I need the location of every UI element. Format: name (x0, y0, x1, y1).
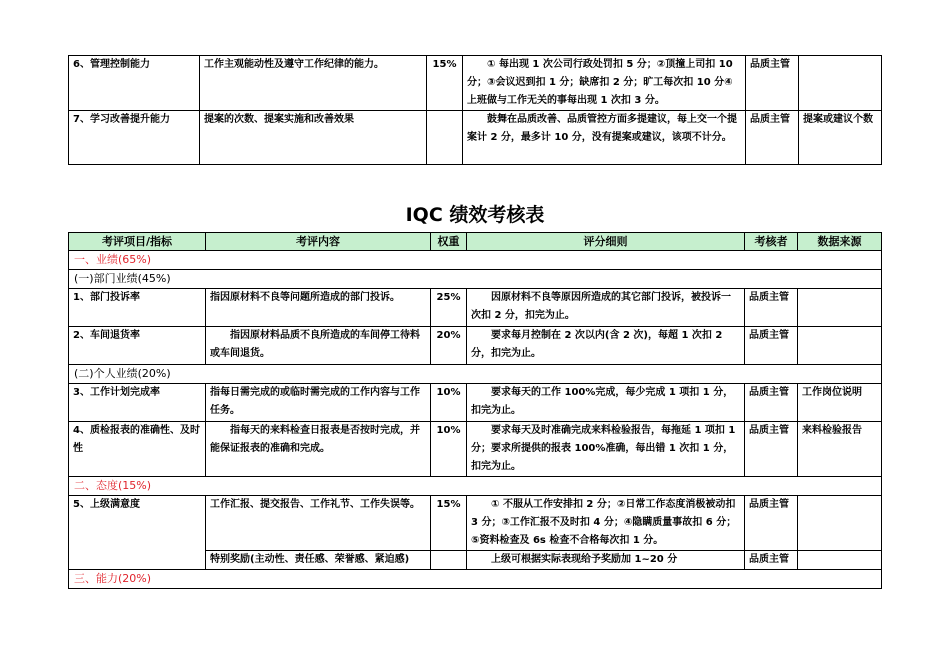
source-cell (798, 327, 882, 365)
header-item: 考评项目/指标 (69, 233, 206, 251)
content-cell: 指因原材料品质不良所造成的车间停工待料或车间退货。 (206, 327, 431, 365)
source-cell: 来料检验报告 (798, 422, 882, 477)
table-row (69, 384, 882, 422)
item-cell: 4、质检报表的准确性、及时性 (69, 422, 206, 477)
item-cell: 6、管理控制能力 (69, 56, 200, 111)
content-cell: 特别奖励(主动性、责任感、荣誉感、紧迫感) (206, 551, 431, 570)
section-row (69, 270, 882, 289)
weight-cell: 10% (431, 384, 467, 422)
item-cell: 1、部门投诉率 (69, 289, 206, 327)
section-dept-performance: (一)部门业绩(45%) (69, 270, 882, 289)
item-cell: 3、工作计划完成率 (69, 384, 206, 422)
detail-cell: 鼓舞在品质改善、品质管控方面多提建议，每上交一个提案计 2 分，最多计 10 分，没有提案或建议，该项不计分。 (463, 111, 746, 165)
section-row (69, 251, 882, 270)
content-cell: 指每日需完成的或临时需完成的工作内容与工作任务。 (206, 384, 431, 422)
detail-cell: ① 不服从工作安排扣 2 分；②日常工作态度消极被动扣 3 分；③工作汇报不及时扣 4 分；④隐瞒质量事故扣 6 分；⑤资料检查及 6s 检查不合格每次扣 1 分。 (467, 496, 745, 551)
table-row (69, 111, 882, 165)
section-attitude: 二、态度(15%) (69, 477, 882, 496)
weight-cell: 15% (431, 496, 467, 551)
page-title: IQC 绩效考核表 (405, 204, 545, 226)
table-row (69, 422, 882, 477)
weight-cell (431, 551, 467, 570)
assessor-cell: 品质主管 (745, 289, 798, 327)
table-header-row (69, 233, 882, 251)
content-cell: 工作汇报、提交报告、工作礼节、工作失误等。 (206, 496, 431, 551)
source-cell: 工作岗位说明 (798, 384, 882, 422)
assessment-table (68, 232, 882, 589)
section-row (69, 477, 882, 496)
source-cell: 提案或建议个数 (799, 111, 882, 165)
assessor-cell: 品质主管 (746, 56, 799, 111)
table-row (69, 496, 882, 551)
header-weight: 权重 (431, 233, 467, 251)
continued-table (68, 55, 882, 165)
assessor-cell: 品质主管 (745, 422, 798, 477)
item-cell: 5、上级满意度 (69, 496, 206, 570)
assessor-cell: 品质主管 (746, 111, 799, 165)
source-cell (798, 496, 882, 551)
item-cell: 2、车间退货率 (69, 327, 206, 365)
assessor-cell: 品质主管 (745, 327, 798, 365)
source-cell (798, 551, 882, 570)
detail-cell: 要求每月控制在 2 次以内(含 2 次)，每超 1 次扣 2 分，扣完为止。 (467, 327, 745, 365)
weight-cell (427, 111, 463, 165)
item-cell: 7、学习改善提升能力 (69, 111, 200, 165)
detail-cell: 要求每天的工作 100%完成，每少完成 1 项扣 1 分，扣完为止。 (467, 384, 745, 422)
content-cell: 工作主观能动性及遵守工作纪律的能力。 (200, 56, 427, 111)
header-detail: 评分细则 (467, 233, 745, 251)
table-row (69, 56, 882, 111)
section-row (69, 570, 882, 589)
detail-cell: ① 每出现 1 次公司行政处罚扣 5 分；②顶撞上司扣 10 分；③会议迟到扣 1 分；缺席扣 2 分；旷工每次扣 10 分④ 上班做与工作无关的事每出现 1 次扣 3 分。 (463, 56, 746, 111)
header-assessor: 考核者 (745, 233, 798, 251)
assessor-cell: 品质主管 (745, 384, 798, 422)
content-cell: 提案的次数、提案实施和改善效果 (200, 111, 427, 165)
weight-cell: 10% (431, 422, 467, 477)
assessor-cell: 品质主管 (745, 551, 798, 570)
section-row (69, 365, 882, 384)
assessor-cell: 品质主管 (745, 496, 798, 551)
section-ability: 三、能力(20%) (69, 570, 882, 589)
content-cell: 指因原材料不良等问题所造成的部门投诉。 (206, 289, 431, 327)
source-cell (798, 289, 882, 327)
detail-cell: 要求每天及时准确完成来料检验报告，每拖延 1 项扣 1 分；要求所提供的报表 100%准确，每出错 1 次扣 1 分，扣完为止。 (467, 422, 745, 477)
header-source: 数据来源 (798, 233, 882, 251)
section-personal-performance: (二)个人业绩(20%) (69, 365, 882, 384)
detail-cell: 因原材料不良等原因所造成的其它部门投诉，被投诉一次扣 2 分，扣完为止。 (467, 289, 745, 327)
header-content: 考评内容 (206, 233, 431, 251)
weight-cell: 15% (427, 56, 463, 111)
section-performance: 一、业绩(65%) (69, 251, 882, 270)
table-row (69, 289, 882, 327)
table-row (69, 327, 882, 365)
content-cell: 指每天的来料检查日报表是否按时完成，并能保证报表的准确和完成。 (206, 422, 431, 477)
weight-cell: 20% (431, 327, 467, 365)
source-cell (799, 56, 882, 111)
detail-cell: 上级可根据实际表现给予奖励加 1~20 分 (467, 551, 745, 570)
weight-cell: 25% (431, 289, 467, 327)
